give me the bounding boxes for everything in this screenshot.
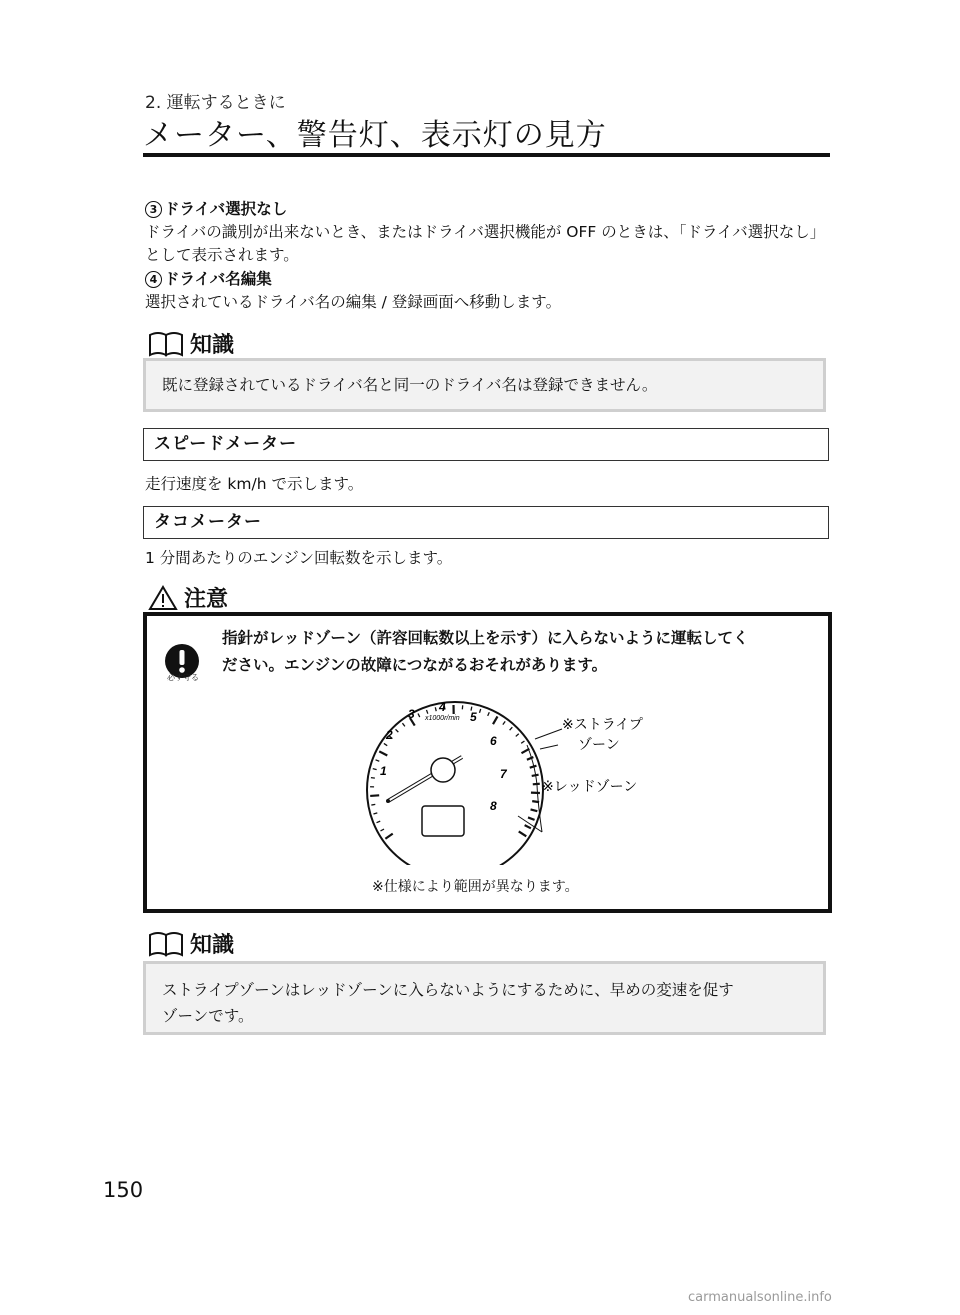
knowledge-text: 既に登録されているドライバ名と同一のドライバ名は登録できません。 bbox=[162, 376, 658, 394]
gauge-tick bbox=[385, 834, 392, 839]
gauge-tick bbox=[384, 743, 387, 745]
gauge-number: 6 bbox=[490, 734, 497, 748]
gauge-number: 7 bbox=[500, 767, 507, 781]
knowledge-text-1: ストライプゾーンはレッドゾーンに入らないようにするために、早めの変速を促す bbox=[162, 981, 734, 999]
gauge-tick bbox=[533, 784, 540, 785]
section-speedometer: スピードメーター bbox=[143, 428, 829, 461]
knowledge-title: 知識 bbox=[190, 933, 235, 958]
knowledge-box bbox=[143, 358, 826, 412]
gauge-tick bbox=[379, 751, 387, 755]
knowledge-box bbox=[143, 961, 826, 1035]
caution-title: 注意 bbox=[184, 587, 229, 612]
gauge-tick bbox=[435, 707, 436, 711]
gauge-tick bbox=[418, 713, 420, 717]
speedometer-text: 走行速度を km/h で示します。 bbox=[145, 475, 364, 493]
gauge-number: 2 bbox=[386, 728, 393, 742]
gauge-tick bbox=[521, 741, 524, 743]
gauge-tick bbox=[402, 723, 404, 726]
gauge-tick bbox=[519, 831, 527, 836]
gauge-tick bbox=[373, 769, 377, 770]
item-body: 選択されているドライバ名の編集 / 登録画面へ移動します。 bbox=[145, 293, 562, 311]
stripe-zone-label: ※ストライプ bbox=[562, 717, 643, 733]
chapter-label: 2. 運転するときに bbox=[145, 93, 286, 113]
caution-text bbox=[222, 625, 822, 679]
gauge-tick bbox=[396, 729, 399, 732]
gauge-number: 8 bbox=[490, 799, 497, 813]
gauge-number: 3 bbox=[408, 707, 415, 721]
circled-number: 3 bbox=[145, 201, 162, 218]
gauge-tick bbox=[530, 766, 537, 768]
gauge-tick bbox=[479, 709, 480, 713]
title-rule bbox=[143, 153, 830, 157]
red-zone-label: ※レッドゾーン bbox=[542, 779, 638, 795]
section-tachometer: タコメーター bbox=[143, 506, 829, 539]
gauge-tick bbox=[531, 809, 538, 811]
gauge-tick bbox=[493, 716, 498, 724]
watermark: carmanualsonline.info bbox=[688, 1290, 832, 1305]
gauge-tick bbox=[488, 712, 490, 716]
circled-number: 4 bbox=[145, 271, 162, 288]
must-follow-label: 必ず守る bbox=[167, 673, 199, 682]
caution-heading bbox=[148, 582, 228, 613]
item-driver-not-selected bbox=[145, 198, 835, 267]
gauge-tick bbox=[503, 721, 505, 724]
stripe-zone-label-2: ゾーン bbox=[578, 737, 620, 753]
caution-footnote: ※仕様により範囲が異なります。 bbox=[372, 879, 579, 895]
gauge-number: 4 bbox=[439, 700, 446, 714]
gauge-number: 1 bbox=[380, 764, 387, 778]
page-title: メーター、警告灯、表示灯の見方 bbox=[143, 118, 607, 153]
gauge-tick bbox=[426, 710, 427, 714]
knowledge-heading bbox=[148, 328, 234, 359]
gauge-hub bbox=[431, 758, 455, 782]
gauge-tick bbox=[521, 749, 529, 753]
gauge-tick bbox=[525, 825, 531, 828]
gauge-tick bbox=[373, 813, 377, 814]
gauge-tick bbox=[370, 795, 379, 796]
gauge-unit: x1000r/min bbox=[425, 715, 460, 722]
item-driver-name-edit bbox=[145, 268, 835, 314]
gauge-tick bbox=[377, 821, 381, 823]
item-heading: ドライバ選択なし bbox=[164, 200, 288, 218]
tachometer-diagram bbox=[330, 675, 670, 865]
book-icon bbox=[148, 331, 184, 357]
book-icon bbox=[148, 931, 184, 957]
gauge-tick bbox=[528, 817, 535, 819]
knowledge-title: 知識 bbox=[190, 333, 235, 358]
gauge-tick bbox=[516, 734, 519, 737]
gauge-tick bbox=[371, 778, 375, 779]
gauge-tick bbox=[376, 760, 380, 761]
knowledge-heading bbox=[148, 928, 234, 959]
item-body: ドライバの識別が出来ないとき、またはドライバ選択機能が OFF のときは、「ドライバ選択なし」として表示されます。 bbox=[145, 223, 826, 264]
gauge-tick bbox=[510, 727, 513, 730]
page-number: 150 bbox=[103, 1178, 144, 1202]
caution-line-1: 指針がレッドゾーン（許容回転数以上を示す）に入らないように運転してく bbox=[222, 629, 749, 647]
item-heading: ドライバ名編集 bbox=[164, 270, 272, 288]
gauge-outer-ring bbox=[367, 702, 543, 865]
gauge-display bbox=[422, 806, 464, 836]
gauge-number: 5 bbox=[470, 710, 477, 724]
gauge-tick bbox=[381, 829, 385, 831]
tachometer-text: 1 分間あたりのエンジン回転数を示します。 bbox=[145, 549, 453, 567]
caution-line-2: ださい。エンジンの故障につながるおそれがあります。 bbox=[222, 656, 608, 674]
gauge-tick bbox=[371, 804, 375, 805]
warning-triangle-icon bbox=[148, 585, 178, 611]
knowledge-text-2: ゾーンです。 bbox=[162, 1007, 254, 1025]
